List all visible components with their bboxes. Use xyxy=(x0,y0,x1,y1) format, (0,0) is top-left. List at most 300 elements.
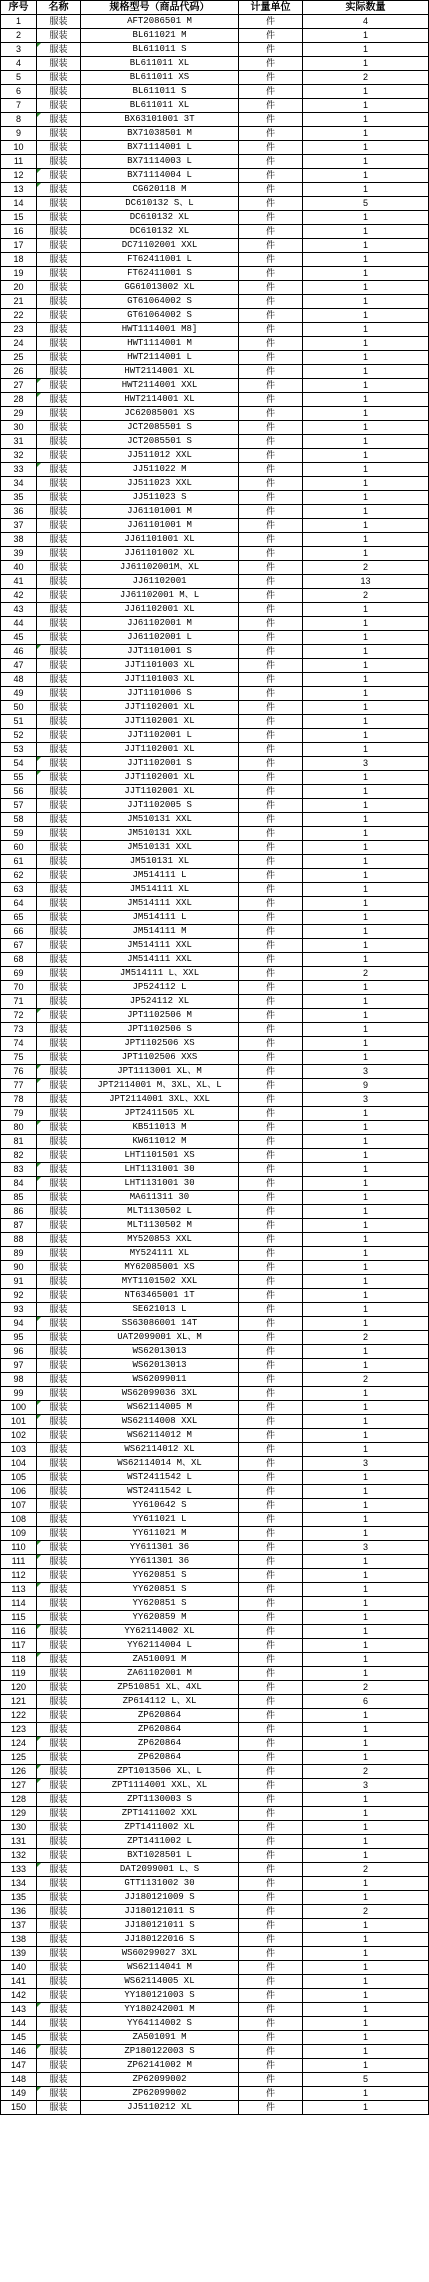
item-name-cell: 服装 xyxy=(37,799,81,813)
unit-cell: 件 xyxy=(239,1779,303,1793)
quantity-cell: 1 xyxy=(303,799,429,813)
item-name-cell: 服装 xyxy=(37,323,81,337)
quantity-cell: 1 xyxy=(303,2045,429,2059)
spec-model-cell: BL611011 S xyxy=(81,43,239,57)
spec-model-cell: JPT1102506 S xyxy=(81,1023,239,1037)
spec-model-cell: MLT1130502 L xyxy=(81,1205,239,1219)
row-number-cell: 137 xyxy=(1,1919,37,1933)
spec-model-cell: JJ511023 S xyxy=(81,491,239,505)
row-number-cell: 48 xyxy=(1,673,37,687)
row-number-cell: 66 xyxy=(1,925,37,939)
quantity-cell: 1 xyxy=(303,2017,429,2031)
spec-model-cell: JJT1101006 S xyxy=(81,687,239,701)
item-name-cell: 服装 xyxy=(37,603,81,617)
spec-model-cell: ZP620864 xyxy=(81,1723,239,1737)
unit-cell: 件 xyxy=(239,1891,303,1905)
item-name-cell: 服装 xyxy=(37,1639,81,1653)
unit-cell: 件 xyxy=(239,1989,303,2003)
unit-cell: 件 xyxy=(239,701,303,715)
unit-cell: 件 xyxy=(239,1807,303,1821)
row-number-cell: 52 xyxy=(1,729,37,743)
quantity-cell: 1 xyxy=(303,1135,429,1149)
table-row xyxy=(1,1191,429,1205)
table-row xyxy=(1,1135,429,1149)
row-number-cell: 138 xyxy=(1,1933,37,1947)
spec-model-cell: KB511013 M xyxy=(81,1121,239,1135)
quantity-cell: 1 xyxy=(303,1821,429,1835)
unit-cell: 件 xyxy=(239,295,303,309)
spec-model-cell: YY64114002 S xyxy=(81,2017,239,2031)
spec-model-cell: WS62013013 xyxy=(81,1359,239,1373)
table-row xyxy=(1,99,429,113)
table-row xyxy=(1,1065,429,1079)
quantity-cell: 1 xyxy=(303,925,429,939)
table-row xyxy=(1,1597,429,1611)
item-name-cell: 服装 xyxy=(37,2059,81,2073)
item-name-cell: 服装 xyxy=(37,1345,81,1359)
spec-model-cell: JM514111 L xyxy=(81,911,239,925)
unit-cell: 件 xyxy=(239,127,303,141)
unit-cell: 件 xyxy=(239,1639,303,1653)
spec-model-cell: JJ61102001 L xyxy=(81,631,239,645)
quantity-cell: 1 xyxy=(303,1709,429,1723)
unit-cell: 件 xyxy=(239,57,303,71)
row-number-cell: 59 xyxy=(1,827,37,841)
spec-model-cell: ZPT1411002 XXL xyxy=(81,1807,239,1821)
row-number-cell: 29 xyxy=(1,407,37,421)
quantity-cell: 1 xyxy=(303,1919,429,1933)
unit-cell: 件 xyxy=(239,743,303,757)
item-name-cell: 服装 xyxy=(37,1443,81,1457)
unit-cell: 件 xyxy=(239,393,303,407)
table-row xyxy=(1,379,429,393)
table-row xyxy=(1,2003,429,2017)
row-number-cell: 57 xyxy=(1,799,37,813)
quantity-cell: 1 xyxy=(303,1121,429,1135)
quantity-cell: 1 xyxy=(303,855,429,869)
row-number-cell: 114 xyxy=(1,1597,37,1611)
table-row xyxy=(1,687,429,701)
header-qty: 实际数量 xyxy=(303,1,429,15)
row-number-cell: 87 xyxy=(1,1219,37,1233)
table-row xyxy=(1,183,429,197)
table-row xyxy=(1,799,429,813)
item-name-cell: 服装 xyxy=(37,967,81,981)
quantity-cell: 2 xyxy=(303,1863,429,1877)
quantity-cell: 1 xyxy=(303,1499,429,1513)
table-row xyxy=(1,281,429,295)
spec-model-cell: ZP510851 XL、4XL xyxy=(81,1681,239,1695)
row-number-cell: 119 xyxy=(1,1667,37,1681)
quantity-cell: 1 xyxy=(303,323,429,337)
item-name-cell: 服装 xyxy=(37,1555,81,1569)
row-number-cell: 84 xyxy=(1,1177,37,1191)
unit-cell: 件 xyxy=(239,813,303,827)
row-number-cell: 16 xyxy=(1,225,37,239)
quantity-cell: 1 xyxy=(303,99,429,113)
quantity-cell: 1 xyxy=(303,1485,429,1499)
quantity-cell: 5 xyxy=(303,197,429,211)
spec-model-cell: NT63465001 1T xyxy=(81,1289,239,1303)
unit-cell: 件 xyxy=(239,1247,303,1261)
item-name-cell: 服装 xyxy=(37,29,81,43)
spec-model-cell: JM514111 M xyxy=(81,925,239,939)
item-name-cell: 服装 xyxy=(37,477,81,491)
table-row xyxy=(1,29,429,43)
quantity-cell: 1 xyxy=(303,1653,429,1667)
row-number-cell: 141 xyxy=(1,1975,37,1989)
item-name-cell: 服装 xyxy=(37,925,81,939)
spec-model-cell: JJ61102001 M xyxy=(81,617,239,631)
unit-cell: 件 xyxy=(239,99,303,113)
quantity-cell: 1 xyxy=(303,841,429,855)
item-name-cell: 服装 xyxy=(37,1191,81,1205)
spec-model-cell: MLT1130502 M xyxy=(81,1219,239,1233)
row-number-cell: 24 xyxy=(1,337,37,351)
quantity-cell: 1 xyxy=(303,953,429,967)
spec-model-cell: FT62411001 S xyxy=(81,267,239,281)
quantity-cell: 1 xyxy=(303,141,429,155)
unit-cell: 件 xyxy=(239,449,303,463)
table-row xyxy=(1,1863,429,1877)
row-number-cell: 22 xyxy=(1,309,37,323)
table-row xyxy=(1,1345,429,1359)
table-row xyxy=(1,715,429,729)
spec-model-cell: HWT1114001 M xyxy=(81,337,239,351)
row-number-cell: 122 xyxy=(1,1709,37,1723)
spec-model-cell: JJ180121011 S xyxy=(81,1905,239,1919)
item-name-cell: 服装 xyxy=(37,1919,81,1933)
spec-model-cell: MY524111 XL xyxy=(81,1247,239,1261)
table-row xyxy=(1,1205,429,1219)
table-row xyxy=(1,925,429,939)
spec-model-cell: ZA501091 M xyxy=(81,2031,239,2045)
item-name-cell: 服装 xyxy=(37,687,81,701)
quantity-cell: 2 xyxy=(303,561,429,575)
item-name-cell: 服装 xyxy=(37,1415,81,1429)
item-name-cell: 服装 xyxy=(37,463,81,477)
spec-model-cell: JJ5110212 XL xyxy=(81,2101,239,2115)
table-row xyxy=(1,225,429,239)
spec-model-cell: JPT1113001 XL、M xyxy=(81,1065,239,1079)
table-row xyxy=(1,393,429,407)
unit-cell: 件 xyxy=(239,1681,303,1695)
spec-model-cell: JP524112 L xyxy=(81,981,239,995)
quantity-cell: 9 xyxy=(303,1079,429,1093)
table-row xyxy=(1,701,429,715)
spec-model-cell: JJ511012 XXL xyxy=(81,449,239,463)
quantity-cell: 1 xyxy=(303,1891,429,1905)
unit-cell: 件 xyxy=(239,253,303,267)
table-row xyxy=(1,127,429,141)
quantity-cell: 1 xyxy=(303,981,429,995)
unit-cell: 件 xyxy=(239,477,303,491)
unit-cell: 件 xyxy=(239,323,303,337)
row-number-cell: 126 xyxy=(1,1765,37,1779)
unit-cell: 件 xyxy=(239,2073,303,2087)
unit-cell: 件 xyxy=(239,2031,303,2045)
spec-model-cell: YY610642 S xyxy=(81,1499,239,1513)
table-row xyxy=(1,617,429,631)
row-number-cell: 53 xyxy=(1,743,37,757)
unit-cell: 件 xyxy=(239,1457,303,1471)
quantity-cell: 1 xyxy=(303,407,429,421)
unit-cell: 件 xyxy=(239,869,303,883)
item-name-cell: 服装 xyxy=(37,1989,81,2003)
item-name-cell: 服装 xyxy=(37,1667,81,1681)
row-number-cell: 127 xyxy=(1,1779,37,1793)
unit-cell: 件 xyxy=(239,995,303,1009)
row-number-cell: 82 xyxy=(1,1149,37,1163)
quantity-cell: 1 xyxy=(303,617,429,631)
quantity-cell: 1 xyxy=(303,687,429,701)
row-number-cell: 150 xyxy=(1,2101,37,2115)
spec-model-cell: DAT2099001 L、S xyxy=(81,1863,239,1877)
spec-model-cell: HWT2114001 XL xyxy=(81,393,239,407)
row-number-cell: 18 xyxy=(1,253,37,267)
unit-cell: 件 xyxy=(239,855,303,869)
row-number-cell: 35 xyxy=(1,491,37,505)
quantity-cell: 13 xyxy=(303,575,429,589)
quantity-cell: 1 xyxy=(303,183,429,197)
spec-model-cell: BL611011 XL xyxy=(81,99,239,113)
item-name-cell: 服装 xyxy=(37,2003,81,2017)
table-row xyxy=(1,1961,429,1975)
spec-model-cell: ZP620864 xyxy=(81,1737,239,1751)
unit-cell: 件 xyxy=(239,2003,303,2017)
item-name-cell: 服装 xyxy=(37,267,81,281)
item-name-cell: 服装 xyxy=(37,1457,81,1471)
row-number-cell: 139 xyxy=(1,1947,37,1961)
item-name-cell: 服装 xyxy=(37,995,81,1009)
table-row xyxy=(1,729,429,743)
table-row xyxy=(1,1905,429,1919)
table-row xyxy=(1,1513,429,1527)
quantity-cell: 3 xyxy=(303,1093,429,1107)
quantity-cell: 1 xyxy=(303,1555,429,1569)
row-number-cell: 86 xyxy=(1,1205,37,1219)
table-row xyxy=(1,1793,429,1807)
unit-cell: 件 xyxy=(239,85,303,99)
item-name-cell: 服装 xyxy=(37,127,81,141)
row-number-cell: 95 xyxy=(1,1331,37,1345)
item-name-cell: 服装 xyxy=(37,1807,81,1821)
quantity-cell: 1 xyxy=(303,547,429,561)
unit-cell: 件 xyxy=(239,533,303,547)
quantity-cell: 2 xyxy=(303,1905,429,1919)
row-number-cell: 121 xyxy=(1,1695,37,1709)
spec-model-cell: JP524112 XL xyxy=(81,995,239,1009)
table-row xyxy=(1,1037,429,1051)
unit-cell: 件 xyxy=(239,1709,303,1723)
spec-model-cell: JJ61101001 M xyxy=(81,505,239,519)
row-number-cell: 67 xyxy=(1,939,37,953)
row-number-cell: 40 xyxy=(1,561,37,575)
row-number-cell: 43 xyxy=(1,603,37,617)
quantity-cell: 1 xyxy=(303,211,429,225)
spec-model-cell: JPT2411505 XL xyxy=(81,1107,239,1121)
item-name-cell: 服装 xyxy=(37,1317,81,1331)
unit-cell: 件 xyxy=(239,1065,303,1079)
unit-cell: 件 xyxy=(239,1359,303,1373)
spec-model-cell: YY620851 S xyxy=(81,1569,239,1583)
quantity-cell: 1 xyxy=(303,1191,429,1205)
table-row xyxy=(1,575,429,589)
row-number-cell: 69 xyxy=(1,967,37,981)
unit-cell: 件 xyxy=(239,561,303,575)
row-number-cell: 51 xyxy=(1,715,37,729)
row-number-cell: 70 xyxy=(1,981,37,995)
item-name-cell: 服装 xyxy=(37,1835,81,1849)
unit-cell: 件 xyxy=(239,1023,303,1037)
item-name-cell: 服装 xyxy=(37,295,81,309)
unit-cell: 件 xyxy=(239,687,303,701)
spec-model-cell: BX71114001 L xyxy=(81,141,239,155)
table-row xyxy=(1,1163,429,1177)
spec-model-cell: JJT1101003 XL xyxy=(81,673,239,687)
row-number-cell: 148 xyxy=(1,2073,37,2087)
unit-cell: 件 xyxy=(239,1163,303,1177)
row-number-cell: 13 xyxy=(1,183,37,197)
table-row xyxy=(1,1289,429,1303)
header-spec: 规格型号（商品代码） xyxy=(81,1,239,15)
item-name-cell: 服装 xyxy=(37,1765,81,1779)
spec-model-cell: JJT1102005 S xyxy=(81,799,239,813)
quantity-cell: 1 xyxy=(303,911,429,925)
quantity-cell: 1 xyxy=(303,2031,429,2045)
item-name-cell: 服装 xyxy=(37,533,81,547)
table-row xyxy=(1,169,429,183)
spec-model-cell: JJ511022 M xyxy=(81,463,239,477)
quantity-cell: 1 xyxy=(303,365,429,379)
unit-cell: 件 xyxy=(239,659,303,673)
unit-cell: 件 xyxy=(239,715,303,729)
item-name-cell: 服装 xyxy=(37,393,81,407)
unit-cell: 件 xyxy=(239,1219,303,1233)
spec-model-cell: JM514111 XXL xyxy=(81,939,239,953)
item-name-cell: 服装 xyxy=(37,1037,81,1051)
item-name-cell: 服装 xyxy=(37,1205,81,1219)
spec-model-cell: DC610132 XL xyxy=(81,225,239,239)
unit-cell: 件 xyxy=(239,1429,303,1443)
table-row xyxy=(1,603,429,617)
quantity-cell: 1 xyxy=(303,1415,429,1429)
spec-model-cell: ZP62099002 xyxy=(81,2073,239,2087)
quantity-cell: 1 xyxy=(303,449,429,463)
table-row xyxy=(1,1919,429,1933)
table-row xyxy=(1,1667,429,1681)
spec-model-cell: JM510131 XXL xyxy=(81,841,239,855)
row-number-cell: 113 xyxy=(1,1583,37,1597)
row-number-cell: 97 xyxy=(1,1359,37,1373)
table-row xyxy=(1,2031,429,2045)
spec-model-cell: JJ61102001 M、L xyxy=(81,589,239,603)
row-number-cell: 45 xyxy=(1,631,37,645)
quantity-cell: 1 xyxy=(303,1429,429,1443)
quantity-cell: 1 xyxy=(303,295,429,309)
table-row xyxy=(1,477,429,491)
row-number-cell: 74 xyxy=(1,1037,37,1051)
unit-cell: 件 xyxy=(239,897,303,911)
table-row xyxy=(1,645,429,659)
quantity-cell: 1 xyxy=(303,1345,429,1359)
unit-cell: 件 xyxy=(239,547,303,561)
row-number-cell: 92 xyxy=(1,1289,37,1303)
table-row xyxy=(1,421,429,435)
table-row xyxy=(1,1233,429,1247)
row-number-cell: 76 xyxy=(1,1065,37,1079)
unit-cell: 件 xyxy=(239,1079,303,1093)
row-number-cell: 7 xyxy=(1,99,37,113)
header-unit: 计量单位 xyxy=(239,1,303,15)
quantity-cell: 1 xyxy=(303,1877,429,1891)
unit-cell: 件 xyxy=(239,1107,303,1121)
table-row xyxy=(1,1107,429,1121)
unit-cell: 件 xyxy=(239,435,303,449)
item-name-cell: 服装 xyxy=(37,1723,81,1737)
unit-cell: 件 xyxy=(239,267,303,281)
unit-cell: 件 xyxy=(239,1667,303,1681)
item-name-cell: 服装 xyxy=(37,1541,81,1555)
row-number-cell: 37 xyxy=(1,519,37,533)
unit-cell: 件 xyxy=(239,1345,303,1359)
row-number-cell: 115 xyxy=(1,1611,37,1625)
spec-model-cell: BX71114003 L xyxy=(81,155,239,169)
unit-cell: 件 xyxy=(239,1373,303,1387)
table-row xyxy=(1,841,429,855)
item-name-cell: 服装 xyxy=(37,659,81,673)
table-row xyxy=(1,1177,429,1191)
table-row xyxy=(1,197,429,211)
table-row xyxy=(1,113,429,127)
table-row xyxy=(1,1023,429,1037)
quantity-cell: 1 xyxy=(303,771,429,785)
item-name-cell: 服装 xyxy=(37,757,81,771)
unit-cell: 件 xyxy=(239,239,303,253)
unit-cell: 件 xyxy=(239,1695,303,1709)
unit-cell: 件 xyxy=(239,645,303,659)
item-name-cell: 服装 xyxy=(37,505,81,519)
item-name-cell: 服装 xyxy=(37,785,81,799)
unit-cell: 件 xyxy=(239,1527,303,1541)
unit-cell: 件 xyxy=(239,967,303,981)
spec-model-cell: SS63086001 14T xyxy=(81,1317,239,1331)
spec-model-cell: YY62114002 XL xyxy=(81,1625,239,1639)
spec-model-cell: WS60299027 3XL xyxy=(81,1947,239,1961)
item-name-cell: 服装 xyxy=(37,1975,81,1989)
spec-model-cell: ZP614112 L、XL xyxy=(81,1695,239,1709)
unit-cell: 件 xyxy=(239,1093,303,1107)
item-name-cell: 服装 xyxy=(37,435,81,449)
unit-cell: 件 xyxy=(239,925,303,939)
quantity-cell: 1 xyxy=(303,869,429,883)
table-row xyxy=(1,435,429,449)
quantity-cell: 1 xyxy=(303,1233,429,1247)
spec-model-cell: CG620118 M xyxy=(81,183,239,197)
row-number-cell: 78 xyxy=(1,1093,37,1107)
row-number-cell: 23 xyxy=(1,323,37,337)
quantity-cell: 1 xyxy=(303,1933,429,1947)
table-row xyxy=(1,1429,429,1443)
spec-model-cell: BX63101001 3T xyxy=(81,113,239,127)
row-number-cell: 77 xyxy=(1,1079,37,1093)
unit-cell: 件 xyxy=(239,1485,303,1499)
quantity-cell: 1 xyxy=(303,1751,429,1765)
row-number-cell: 63 xyxy=(1,883,37,897)
spec-model-cell: JJT1102001 L xyxy=(81,729,239,743)
spec-model-cell: BL611011 XS xyxy=(81,71,239,85)
spec-model-cell: BXT1028501 L xyxy=(81,1849,239,1863)
